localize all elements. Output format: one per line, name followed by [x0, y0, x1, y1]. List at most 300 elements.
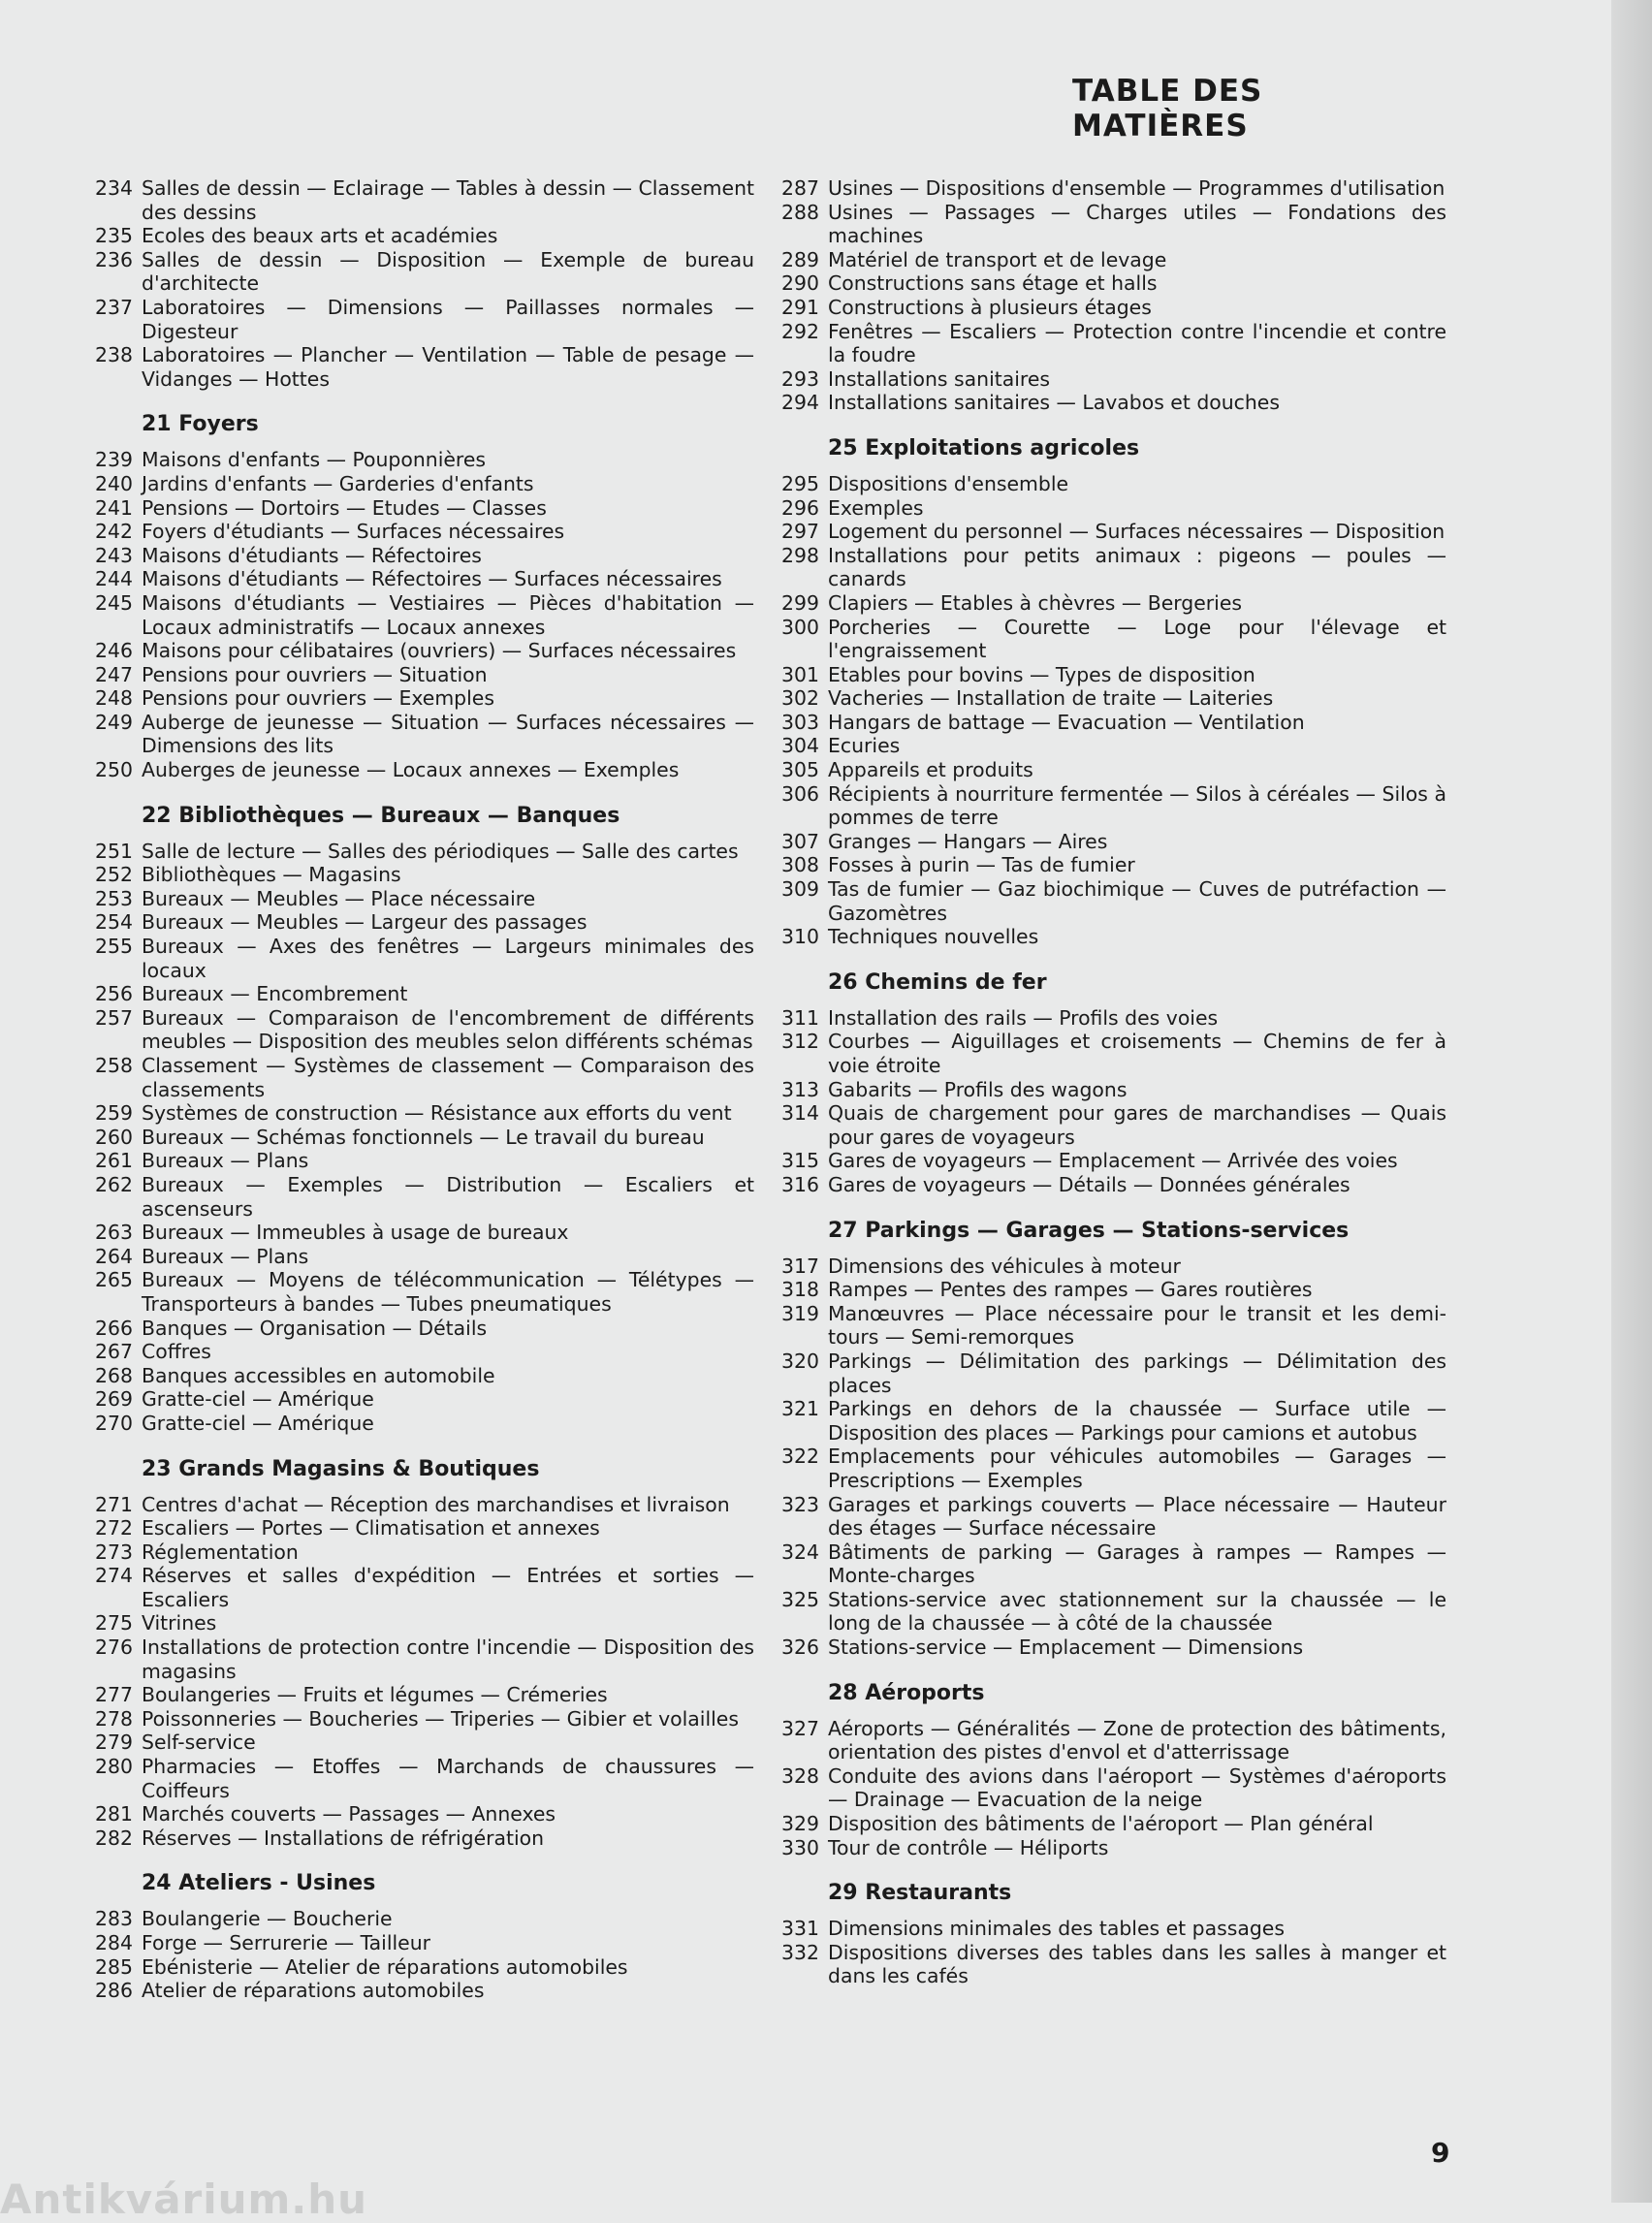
entry-text: Bureaux — Axes des fenêtres — Largeurs minimales des locaux — [142, 935, 754, 982]
toc-entry — [95, 910, 754, 935]
entry-number: 328 — [781, 1763, 819, 1788]
entry-text: Ecoles des beaux arts et académies — [142, 224, 498, 248]
entry-number: 255 — [95, 935, 133, 959]
entry-text: Réglementation — [142, 1540, 299, 1564]
toc-entry — [95, 1126, 754, 1150]
entry-text: Dispositions diverses des tables dans les salles à manger et dans les cafés — [828, 1940, 1446, 1988]
entry-text: Disposition des bâtiments de l'aéroport — Plan général — [828, 1812, 1374, 1836]
entry-text: Bureaux — Immeubles à usage de bureaux — [142, 1221, 569, 1245]
toc-entry — [95, 1755, 754, 1802]
entry-number: 234 — [95, 176, 133, 200]
toc-entry — [781, 925, 1446, 949]
entry-number: 308 — [781, 853, 819, 877]
entry-number: 300 — [781, 615, 819, 639]
entry-number: 315 — [781, 1149, 819, 1173]
entry-text: Marchés couverts — Passages — Annexes — [142, 1802, 556, 1826]
entry-text: Parkings en dehors de la chaussée — Surface utile — Disposition des places — Parkings pour camions et autobus — [828, 1397, 1446, 1445]
entry-text: Constructions sans étage et halls — [828, 271, 1158, 296]
entry-text: Exemples — [828, 495, 924, 520]
entry-text: Gratte-ciel — Amérique — [142, 1387, 374, 1412]
toc-entry — [95, 982, 754, 1006]
page-edge-shadow — [1611, 0, 1652, 2203]
toc-entry — [95, 1683, 754, 1707]
toc-entry — [781, 271, 1446, 296]
entry-text: Pensions pour ouvriers — Exemples — [142, 686, 494, 711]
entry-text: Pensions pour ouvriers — Situation — [142, 662, 488, 686]
entry-text: Gares de voyageurs — Détails — Données générales — [828, 1172, 1350, 1196]
toc-entry — [781, 853, 1446, 877]
entry-number: 285 — [95, 1954, 133, 1979]
entry-text: Gratte-ciel — Amérique — [142, 1411, 374, 1435]
entry-number: 284 — [95, 1931, 133, 1954]
entry-number: 264 — [95, 1244, 133, 1268]
entry-text: Réserves — Installations de réfrigération — [142, 1826, 545, 1850]
toc-entry — [95, 1317, 754, 1341]
toc-entry — [781, 830, 1446, 854]
entry-text: Techniques nouvelles — [828, 925, 1039, 949]
entry-text: Installations pour petits animaux : pigeons — poules — canards — [828, 543, 1446, 591]
toc-entry — [781, 1006, 1446, 1031]
toc-entry — [781, 616, 1446, 663]
toc-entry — [781, 1540, 1446, 1588]
entry-text: Parkings — Délimitation des parkings — Délimitation des places — [828, 1349, 1446, 1397]
toc-entry — [781, 1254, 1446, 1279]
entry-text: Récipients à nourriture fermentée — Silos à céréales — Silos à pommes de terre — [828, 781, 1446, 830]
watermark: Antikvárium.hu — [0, 2175, 368, 2223]
entry-number: 266 — [95, 1316, 133, 1340]
entry-number: 283 — [95, 1907, 133, 1931]
entry-number: 259 — [95, 1101, 133, 1126]
entry-number: 243 — [95, 543, 133, 567]
entry-text: Réserves et salles d'expédition — Entrées et sorties — Escaliers — [142, 1564, 754, 1611]
toc-entry — [781, 201, 1446, 248]
entry-number: 278 — [95, 1706, 133, 1731]
entry-number: 296 — [781, 495, 819, 520]
entry-number: 260 — [95, 1125, 133, 1149]
entry-number: 236 — [95, 247, 133, 271]
entry-text: Salles de dessin — Disposition — Exemple de bureau d'architecte — [142, 247, 754, 296]
entry-text: Logement du personnel — Surfaces nécessaires — Disposition — [828, 520, 1446, 544]
entry-number: 281 — [95, 1802, 133, 1826]
entry-number: 249 — [95, 710, 133, 734]
entry-text: Maisons d'étudiants — Réfectoires — Surfaces nécessaires — [142, 567, 722, 591]
entry-number: 279 — [95, 1731, 133, 1755]
toc-entry — [781, 1149, 1446, 1173]
entry-text: Pharmacies — Etoffes — Marchands de chaussures — Coiffeurs — [142, 1755, 754, 1802]
toc-section — [95, 804, 754, 1436]
toc-entry — [781, 782, 1446, 830]
toc-entry — [95, 567, 754, 591]
entry-text: Classement — Systèmes de classement — Comparaison des classements — [142, 1054, 754, 1101]
entry-text: Self-service — [142, 1731, 256, 1755]
entry-number: 262 — [95, 1172, 133, 1196]
entry-text: Hangars de battage — Evacuation — Ventilation — [828, 710, 1305, 734]
toc-section — [95, 1871, 754, 2002]
entry-text: Bâtiments de parking — Garages à rampes — Rampes — Monte-charges — [828, 1540, 1446, 1588]
entry-text: Bureaux — Moyens de télécommunication — Télétypes — Transporteurs à bandes — Tubes pneumatiques — [142, 1268, 754, 1316]
toc-entry — [95, 448, 754, 472]
entry-text: Forge — Serrurerie — Tailleur — [142, 1931, 431, 1954]
entry-number: 304 — [781, 734, 819, 758]
toc-section — [781, 1681, 1446, 1860]
entry-text: Centres d'achat — Réception des marchandises et livraison — [142, 1492, 730, 1516]
toc-entry — [95, 887, 754, 911]
page-title: TABLE DES MATIÈRES — [1072, 74, 1263, 143]
entry-number: 277 — [95, 1683, 133, 1707]
toc-entry — [781, 1397, 1446, 1445]
toc-entry — [781, 1101, 1446, 1149]
section-title: 25 Exploitations agricoles — [828, 435, 1140, 460]
entry-number: 287 — [781, 176, 819, 200]
toc-entry — [95, 1101, 754, 1126]
toc-entry — [781, 1302, 1446, 1350]
toc-entry — [95, 176, 754, 224]
entry-number: 238 — [95, 343, 133, 367]
left-column — [95, 176, 754, 2003]
toc-entry — [95, 639, 754, 663]
toc-entry — [95, 1245, 754, 1269]
entry-text: Maisons d'enfants — Pouponnières — [142, 448, 487, 472]
entry-number: 263 — [95, 1221, 133, 1245]
entry-number: 295 — [781, 471, 819, 495]
entry-text: Granges — Hangars — Aires — [828, 829, 1108, 853]
entry-text: Boulangerie — Boucherie — [142, 1907, 393, 1931]
entry-text: Laboratoires — Dimensions — Paillasses normales — Digesteur — [142, 295, 754, 343]
toc-entry — [781, 544, 1446, 591]
toc-entry — [781, 734, 1446, 758]
entry-text: Tour de contrôle — Héliports — [828, 1835, 1109, 1859]
toc-entry — [95, 1054, 754, 1101]
toc-entry — [781, 296, 1446, 320]
section-title: 28 Aéroports — [828, 1680, 985, 1705]
entry-number: 325 — [781, 1587, 819, 1611]
entry-text: Poissonneries — Boucheries — Triperies — Gibier et volailles — [142, 1706, 739, 1731]
entry-number: 298 — [781, 543, 819, 567]
entry-number: 290 — [781, 271, 819, 296]
toc-entry — [95, 1826, 754, 1851]
entry-number: 248 — [95, 686, 133, 711]
entry-number: 329 — [781, 1812, 819, 1836]
entry-number: 323 — [781, 1492, 819, 1516]
entry-text: Pensions — Dortoirs — Etudes — Classes — [142, 495, 547, 520]
entry-text: Vacheries — Installation de traite — Laiteries — [828, 686, 1274, 711]
entry-number: 289 — [781, 247, 819, 271]
toc-entry — [781, 176, 1446, 201]
toc-entry — [781, 391, 1446, 415]
entry-number: 246 — [95, 639, 133, 663]
entry-text: Foyers d'étudiants — Surfaces nécessaires — [142, 520, 565, 544]
toc-entry — [95, 1268, 754, 1316]
entry-number: 310 — [781, 925, 819, 949]
entry-number: 268 — [95, 1363, 133, 1387]
entry-text: Salles de dessin — Eclairage — Tables à dessin — Classement des dessins — [142, 176, 754, 224]
entry-text: Maisons d'étudiants — Vestiaires — Pièces d'habitation — Locaux administratifs — Locaux annexes — [142, 590, 754, 639]
entry-number: 276 — [95, 1635, 133, 1660]
toc-section — [95, 412, 754, 781]
entry-text: Aéroports — Généralités — Zone de protection des bâtiments, orientation des pistes d'envol et d'atterrissage — [828, 1716, 1446, 1764]
toc-entry — [95, 1221, 754, 1245]
page-number: 9 — [1431, 2137, 1450, 2169]
entry-number: 253 — [95, 886, 133, 910]
entry-number: 275 — [95, 1611, 133, 1635]
entry-number: 327 — [781, 1716, 819, 1740]
toc-entry — [95, 711, 754, 758]
entry-text: Bureaux — Exemples — Distribution — Escaliers et ascenseurs — [142, 1172, 754, 1221]
entry-text: Dimensions des véhicules à moteur — [828, 1254, 1181, 1278]
entry-text: Boulangeries — Fruits et légumes — Crémeries — [142, 1683, 608, 1707]
entry-number: 273 — [95, 1540, 133, 1564]
toc-entry — [95, 935, 754, 982]
toc-entry — [781, 1445, 1446, 1492]
toc-entry — [95, 296, 754, 343]
entry-number: 274 — [95, 1564, 133, 1588]
entry-number: 252 — [95, 863, 133, 887]
entry-text: Conduite des avions dans l'aéroport — Systèmes d'aéroports — Drainage — Evacuation de la neige — [828, 1763, 1446, 1812]
entry-number: 241 — [95, 495, 133, 520]
toc-entry — [781, 1717, 1446, 1764]
entry-text: Manœuvres — Place nécessaire pour le transit et les demi-tours — Semi-remorques — [828, 1301, 1446, 1350]
entry-number: 324 — [781, 1540, 819, 1564]
toc-entry — [95, 496, 754, 521]
toc-entry — [95, 758, 754, 782]
toc-entry — [95, 1149, 754, 1173]
toc-entry — [95, 1731, 754, 1755]
entry-text: Bureaux — Encombrement — [142, 982, 408, 1006]
entry-number: 292 — [781, 319, 819, 343]
section-title: 24 Ateliers - Usines — [142, 1871, 376, 1896]
entry-number: 309 — [781, 877, 819, 902]
entry-text: Systèmes de construction — Résistance aux efforts du vent — [142, 1101, 732, 1126]
entry-number: 286 — [95, 1979, 133, 2003]
entry-text: Bureaux — Meubles — Place nécessaire — [142, 886, 536, 910]
toc-entry — [95, 1493, 754, 1517]
toc-entry — [95, 1802, 754, 1826]
entry-text: Bureaux — Schémas fonctionnels — Le travail du bureau — [142, 1125, 705, 1149]
toc-section — [781, 436, 1446, 949]
entry-number: 312 — [781, 1030, 819, 1054]
toc-entry — [781, 520, 1446, 544]
entry-text: Maisons pour célibataires (ouvriers) — Surfaces nécessaires — [142, 639, 737, 663]
entry-number: 251 — [95, 839, 133, 863]
entry-text: Installation des rails — Profils des voies — [828, 1005, 1219, 1030]
entry-text: Bureaux — Plans — [142, 1149, 309, 1173]
entry-number: 301 — [781, 662, 819, 686]
toc-entry — [781, 758, 1446, 782]
toc-entry — [95, 472, 754, 496]
entry-text: Ebénisterie — Atelier de réparations automobiles — [142, 1954, 628, 1979]
entry-number: 302 — [781, 686, 819, 711]
entry-text: Bibliothèques — Magasins — [142, 863, 401, 887]
entry-text: Constructions à plusieurs étages — [828, 295, 1152, 319]
entry-text: Bureaux — Comparaison de l'encombrement de différents meubles — Disposition des meubles selon différents schémas — [142, 1005, 754, 1054]
entry-number: 256 — [95, 982, 133, 1006]
toc-entry — [781, 1173, 1446, 1197]
entry-number: 319 — [781, 1301, 819, 1325]
entry-number: 313 — [781, 1077, 819, 1101]
entry-number: 269 — [95, 1387, 133, 1412]
entry-number: 247 — [95, 662, 133, 686]
toc-entry — [781, 472, 1446, 496]
toc-entry — [781, 1350, 1446, 1397]
entry-number: 270 — [95, 1411, 133, 1435]
toc-entry — [95, 863, 754, 887]
entry-text: Usines — Passages — Charges utiles — Fondations des machines — [828, 200, 1446, 248]
section-title: 26 Chemins de fer — [828, 969, 1047, 995]
toc-entry — [95, 1006, 754, 1054]
entry-number: 254 — [95, 910, 133, 935]
entry-text: Banques — Organisation — Détails — [142, 1316, 488, 1340]
toc-entry — [95, 1412, 754, 1436]
entry-text: Dimensions minimales des tables et passages — [828, 1917, 1285, 1941]
toc-entry — [95, 1611, 754, 1635]
entry-number: 316 — [781, 1172, 819, 1196]
toc-section — [781, 1881, 1446, 1988]
toc-entry — [781, 248, 1446, 272]
toc-entry — [95, 544, 754, 568]
toc-entry — [781, 1030, 1446, 1077]
entry-number: 237 — [95, 295, 133, 319]
toc-entry — [95, 1173, 754, 1221]
toc-entry — [95, 343, 754, 391]
entry-text: Matériel de transport et de levage — [828, 247, 1167, 271]
entry-number: 305 — [781, 758, 819, 782]
toc-section — [781, 1219, 1446, 1660]
toc-entry — [95, 686, 754, 711]
entry-text: Porcheries — Courette — Loge pour l'élevage et l'engraissement — [828, 615, 1446, 663]
entry-number: 293 — [781, 366, 819, 391]
entry-text: Ecuries — [828, 734, 901, 758]
toc-entry — [781, 320, 1446, 367]
entry-number: 330 — [781, 1835, 819, 1859]
entry-number: 257 — [95, 1005, 133, 1030]
toc-entry — [95, 1564, 754, 1611]
entry-text: Coffres — [142, 1340, 211, 1364]
entry-number: 294 — [781, 391, 819, 415]
toc-entry — [781, 1078, 1446, 1102]
toc-entry — [95, 1635, 754, 1683]
entry-number: 242 — [95, 520, 133, 544]
toc-entry — [781, 1493, 1446, 1540]
toc-entry — [781, 686, 1446, 711]
entry-text: Quais de chargement pour gares de marchandises — Quais pour gares de voyageurs — [828, 1101, 1446, 1149]
entry-text: Rampes — Pentes des rampes — Gares routières — [828, 1278, 1313, 1302]
entry-text: Auberges de jeunesse — Locaux annexes — Exemples — [142, 758, 680, 782]
entry-text: Jardins d'enfants — Garderies d'enfants — [142, 471, 534, 495]
section-title: 21 Foyers — [142, 412, 259, 437]
entry-number: 282 — [95, 1826, 133, 1850]
entry-number: 240 — [95, 471, 133, 495]
toc-section — [781, 970, 1446, 1197]
toc-entry — [95, 1955, 754, 1980]
entry-number: 322 — [781, 1445, 819, 1469]
entry-number: 297 — [781, 520, 819, 544]
toc-section — [95, 1457, 754, 1851]
section-title: 29 Restaurants — [828, 1881, 1012, 1906]
entry-text: Usines — Dispositions d'ensemble — Programmes d'utilisation — [828, 176, 1446, 200]
toc-entry — [95, 520, 754, 544]
toc-entry — [781, 711, 1446, 735]
toc-entry — [781, 1941, 1446, 1988]
entry-number: 331 — [781, 1917, 819, 1941]
toc-entry — [95, 1979, 754, 2003]
toc-entry — [95, 1540, 754, 1565]
entry-number: 307 — [781, 829, 819, 853]
entry-text: Fenêtres — Escaliers — Protection contre l'incendie et contre la foudre — [828, 319, 1446, 367]
entry-text: Salle de lecture — Salles des périodiques — Salle des cartes — [142, 839, 739, 863]
toc-entry — [781, 1836, 1446, 1860]
entry-number: 244 — [95, 567, 133, 591]
right-column — [781, 176, 1446, 1988]
toc-entry — [95, 224, 754, 248]
entry-number: 288 — [781, 200, 819, 224]
toc-entry — [781, 1812, 1446, 1836]
toc-entry — [781, 1278, 1446, 1302]
entry-number: 306 — [781, 781, 819, 806]
entry-text: Installations sanitaires — Lavabos et douches — [828, 391, 1280, 415]
section-title: 23 Grands Magasins & Boutiques — [142, 1456, 540, 1481]
entry-number: 239 — [95, 448, 133, 472]
entry-text: Stations-service — Emplacement — Dimensions — [828, 1635, 1304, 1660]
toc-entry — [95, 248, 754, 296]
entry-text: Stations-service avec stationnement sur la chaussée — le long de la chaussée — à côté de la chaussée — [828, 1587, 1446, 1635]
toc-entry — [95, 1516, 754, 1540]
toc-entry — [95, 1907, 754, 1931]
section-title: 22 Bibliothèques — Bureaux — Banques — [142, 803, 620, 828]
entry-text: Maisons d'étudiants — Réfectoires — [142, 543, 482, 567]
toc-entry — [95, 1931, 754, 1955]
entry-text: Clapiers — Etables à chèvres — Bergeries — [828, 590, 1242, 615]
entry-text: Appareils et produits — [828, 758, 1033, 782]
entry-number: 245 — [95, 590, 133, 615]
entry-text: Laboratoires — Plancher — Ventilation — Table de pesage — Vidanges — Hottes — [142, 343, 754, 391]
entry-number: 265 — [95, 1268, 133, 1292]
toc-entry — [95, 1707, 754, 1731]
entry-number: 291 — [781, 295, 819, 319]
toc-entry — [781, 1588, 1446, 1635]
entry-number: 258 — [95, 1054, 133, 1077]
entry-text: Escaliers — Portes — Climatisation et annexes — [142, 1516, 600, 1540]
entry-text: Garages et parkings couverts — Place nécessaire — Hauteur des étages — Surface nécessaire — [828, 1492, 1446, 1540]
toc-entry — [95, 840, 754, 864]
entry-text: Installations de protection contre l'incendie — Disposition des magasins — [142, 1635, 754, 1683]
entry-number: 280 — [95, 1755, 133, 1779]
toc-entry — [781, 591, 1446, 616]
toc-entry — [781, 1764, 1446, 1812]
toc-entry — [781, 663, 1446, 687]
entry-number: 272 — [95, 1516, 133, 1540]
toc-entry — [95, 1340, 754, 1364]
entry-number: 317 — [781, 1254, 819, 1278]
entry-number: 250 — [95, 758, 133, 782]
entry-number: 267 — [95, 1340, 133, 1364]
toc-entry — [95, 591, 754, 639]
toc-entry — [781, 1635, 1446, 1660]
entry-number: 303 — [781, 710, 819, 734]
entry-text: Tas de fumier — Gaz biochimique — Cuves de putréfaction — Gazomètres — [828, 877, 1446, 925]
toc-entry — [95, 1387, 754, 1412]
toc-entry — [95, 1364, 754, 1388]
entry-text: Fosses à purin — Tas de fumier — [828, 853, 1135, 877]
entry-text: Gares de voyageurs — Emplacement — Arrivée des voies — [828, 1149, 1398, 1173]
entry-text: Atelier de réparations automobiles — [142, 1979, 485, 2003]
entry-number: 299 — [781, 590, 819, 615]
entry-number: 326 — [781, 1635, 819, 1660]
entry-text: Vitrines — [142, 1611, 217, 1635]
entry-number: 321 — [781, 1397, 819, 1421]
toc-entry — [781, 496, 1446, 521]
toc-entry — [781, 1917, 1446, 1941]
entry-number: 311 — [781, 1005, 819, 1030]
